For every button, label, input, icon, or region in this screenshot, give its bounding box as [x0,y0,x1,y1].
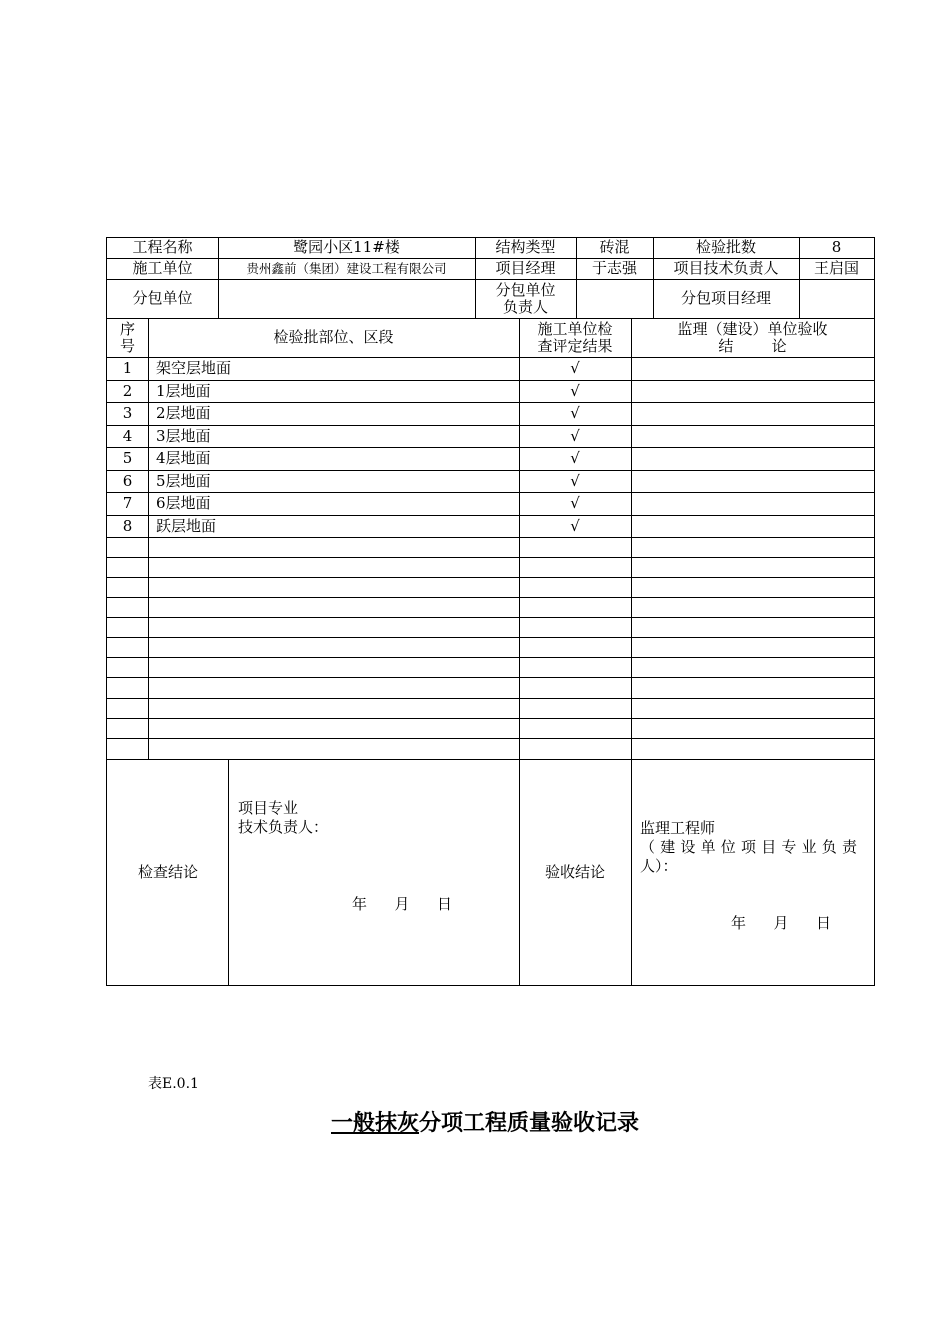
grid-line [106,318,875,319]
result-column-header [519,318,631,357]
result-header-line1: 施工单位检 [537,319,613,338]
sub-manager-label: 分包项目经理 [680,289,771,307]
row-location: 5层地面 [156,471,211,490]
batch-count-label: 检验批数 [695,238,756,256]
seq-header-line2: 号 [119,336,135,355]
grid-line [106,617,875,618]
row-supervision [631,470,874,492]
grid-line [106,402,875,403]
subcontractor-label: 分包单位 [132,289,193,307]
grid-line [228,759,229,986]
grid-line [106,237,875,238]
tech-line1: 项目专业 [238,799,299,817]
seq-column-header [107,318,148,357]
grid-line [475,237,476,319]
result-header-line2: 查评定结果 [537,336,613,355]
accept-conclusion-label: 验收结论 [544,862,605,881]
title-rest: 分项工程质量验收记录 [419,1111,640,1136]
supervision-column-header [631,318,874,357]
contractor-value: 贵州鑫前（集团）建设工程有限公司 [246,261,447,276]
title-underlined: 一般抹灰 [331,1111,420,1136]
row-location: 6层地面 [156,494,211,512]
contractor-label: 施工单位 [132,259,193,277]
engineer-signature-block [640,819,868,876]
tech-date-month: 月 [394,895,410,913]
grid-line [631,759,632,986]
grid-line [106,357,875,358]
row-number: 6 [122,471,133,490]
grid-line [106,447,875,448]
row-result-check: √ [570,404,580,422]
row-supervision [631,425,874,447]
row-result-check: √ [570,359,580,377]
sub-lead-value [576,279,653,318]
row-supervision [631,492,874,515]
row-supervision [631,515,874,537]
row-supervision [631,402,874,425]
row-location: 3层地面 [156,426,211,445]
row-result-check: √ [570,426,580,445]
engineer-date [731,914,831,933]
tech-date-day: 日 [436,895,452,913]
sub-lead-label [475,279,576,318]
grid-line [106,597,875,598]
engineer-line1: 监理工程师 [640,819,716,837]
grid-line [148,318,149,760]
project-name-label: 工程名称 [132,238,193,256]
check-conclusion-label: 检查结论 [137,862,198,881]
row-supervision [631,357,874,380]
row-location: 跃层地面 [156,516,217,535]
supervision-header-line2: 结 论 [718,336,787,355]
grid-line [106,279,875,280]
engineer-date-day: 日 [815,914,831,932]
grid-line [631,318,632,760]
sub-lead-label-line2: 负责人 [502,297,548,316]
tech-date [352,895,452,914]
grid-line [106,637,875,638]
sub-manager-value [799,279,874,318]
row-number: 4 [122,426,133,445]
tech-lead-label: 项目技术负责人 [673,259,779,277]
grid-line [519,759,520,986]
project-manager-label: 项目经理 [495,259,556,277]
engineer-date-year: 年 [731,914,747,932]
row-result-check: √ [570,471,580,490]
seq-header-line1: 序 [119,319,135,338]
row-number: 5 [122,449,133,467]
row-number: 7 [122,494,133,512]
grid-line [106,557,875,558]
grid-line [799,237,800,319]
row-location: 4层地面 [156,449,211,467]
grid-line [576,237,577,319]
grid-line [106,237,107,986]
grid-line [106,515,875,516]
structure-type-label: 结构类型 [495,238,556,256]
row-result-check: √ [570,516,580,535]
grid-line [218,237,219,319]
location-column-header: 检验批部位、区段 [273,328,394,346]
grid-line [106,698,875,699]
grid-line [106,537,875,538]
structure-type-value: 砖混 [599,238,630,256]
grid-line [653,237,654,319]
grid-line [106,759,875,760]
tech-lead-value: 王启国 [813,259,859,277]
grid-line [106,258,875,259]
grid-line [519,318,520,760]
row-result-check: √ [570,494,580,512]
row-supervision [631,380,874,402]
row-number: 8 [122,516,133,535]
row-location: 1层地面 [156,381,211,400]
table-id: 表E.0.1 [148,1076,199,1092]
row-number: 1 [122,359,133,377]
engineer-line3: 人）： [640,857,678,875]
row-result-check: √ [570,381,580,400]
row-location: 架空层地面 [156,359,232,377]
grid-line [106,657,875,658]
row-result-check: √ [570,449,580,467]
project-name-value: 鹭园小区11#楼 [293,238,400,256]
grid-line [106,718,875,719]
grid-line [106,738,875,739]
engineer-line2: （建设单位项目专业负责 [640,838,863,856]
tech-date-year: 年 [352,895,368,913]
grid-line [106,577,875,578]
batch-count-value: 8 [831,238,842,256]
project-manager-value: 于志强 [591,259,637,277]
sub-lead-label-line1: 分包单位 [495,280,556,299]
grid-line [106,380,875,381]
row-number: 3 [122,404,133,422]
engineer-date-month: 月 [773,914,789,932]
tech-signature-block [238,799,328,837]
grid-line [106,677,875,678]
grid-line [106,470,875,471]
subcontractor-value [218,279,475,318]
grid-line [874,237,875,986]
document-title [331,1106,639,1137]
row-supervision [631,447,874,470]
grid-line [106,492,875,493]
grid-line [106,985,875,986]
supervision-header-line1: 监理（建设）单位验收 [677,319,828,338]
grid-line [106,425,875,426]
tech-line2: 技术负责人： [238,818,329,836]
row-number: 2 [122,381,133,400]
row-location: 2层地面 [156,404,211,422]
